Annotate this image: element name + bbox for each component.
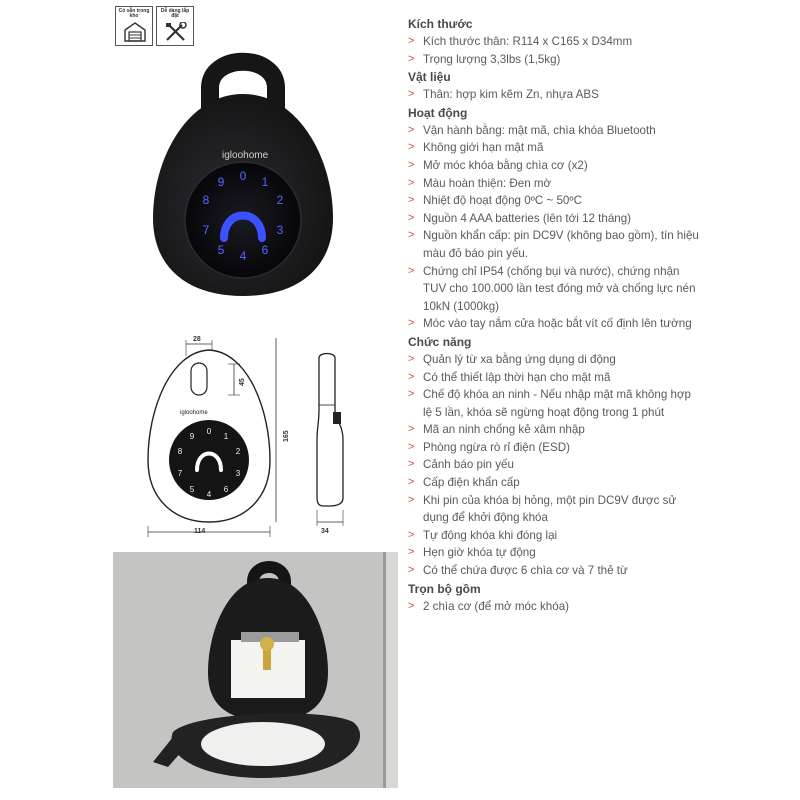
drawing-keypad-digit: 9: [189, 432, 195, 441]
in-stock-badge: [115, 6, 153, 46]
spec-item: > Vận hành bằng: mật mã, chìa khóa Bluetooth: [408, 122, 700, 140]
spec-item: > 2 chìa cơ (để mở móc khóa): [408, 598, 700, 616]
dim-165-label: 165: [283, 430, 290, 442]
spec-item: > Có thể thiết lập thời hạn cho mật mã: [408, 369, 700, 387]
spec-item: > Có thể chứa được 6 chìa cơ và 7 thẻ từ: [408, 562, 700, 580]
spec-section-title: Hoạt động: [408, 105, 468, 120]
drawing-keypad-digit: 3: [235, 469, 241, 478]
dim-28-label: 28: [193, 336, 201, 343]
keypad-digit: 2: [276, 193, 284, 207]
dim-34-label: 34: [321, 528, 329, 535]
spec-item: > Kích thước thân: R114 x C165 x D34mm: [408, 33, 700, 51]
drawing-keypad-digit: 1: [223, 432, 229, 441]
keypad-digit: 3: [276, 223, 284, 237]
easy-install-label: Dễ dàng lắp đặt: [160, 8, 190, 19]
spec-item: > Khi pin của khóa bị hỏng, một pin DC9V được sử dụng để khởi động khóa: [408, 492, 700, 527]
front-view-drawing: [140, 330, 290, 540]
spec-item: > Trọng lượng 3,3lbs (1,5kg): [408, 51, 700, 69]
spec-item: > Nguồn khẩn cấp: pin DC9V (không bao gồm), tín hiệu màu đỏ báo pin yếu.: [408, 227, 700, 262]
spec-section-title: Trọn bộ gồm: [408, 581, 481, 596]
keypad-digit: 9: [217, 175, 225, 189]
wall-strip: [386, 552, 398, 788]
in-stock-label: Có sẵn trong kho: [118, 8, 150, 19]
keypad-digit: 0: [239, 169, 247, 183]
spec-item: > Nhiệt độ hoạt động 0ºC ~ 50ºC: [408, 192, 700, 210]
keypad-digit: 6: [261, 243, 269, 257]
product-brand-text: igloohome: [222, 150, 269, 161]
spec-section-title: Vật liệu: [408, 70, 451, 85]
spec-item: > Cảnh báo pin yếu: [408, 456, 700, 474]
spec-item: > Không giới hạn mật mã: [408, 139, 700, 157]
drawing-keypad-digit: 7: [177, 469, 183, 478]
drawing-keypad-digit: 6: [223, 485, 229, 494]
drawing-keypad-digit: 8: [177, 447, 183, 456]
spec-item: > Thân: hợp kim kẽm Zn, nhựa ABS: [408, 86, 700, 104]
drawing-keypad-digit: 5: [189, 485, 195, 494]
keypad-digit: 7: [202, 223, 210, 237]
spec-section-title: Kích thước: [408, 17, 473, 31]
warehouse-icon: [124, 22, 146, 42]
dim-45-label: 45: [239, 378, 246, 386]
drawing-keypad-digit: 4: [206, 490, 212, 499]
easy-install-badge: [156, 6, 194, 46]
drawing-keypad-digit: 2: [235, 447, 241, 456]
spec-item: > Chế độ khóa an ninh - Nếu nhập mật mã không hợp lệ 5 lần, khóa sẽ ngừng hoạt động trong 1 phút: [408, 386, 700, 421]
spec-item: > Nguồn 4 AAA batteries (lên tới 12 tháng): [408, 210, 700, 228]
spec-item: > Hẹn giờ khóa tự động: [408, 544, 700, 562]
keypad-digit: 8: [202, 193, 210, 207]
open-lockbox-photo: [113, 552, 395, 788]
lockbox-product-image: [148, 48, 338, 298]
specs-list: [408, 15, 700, 615]
dim-114-label: 114: [194, 528, 206, 535]
spec-item: > Màu hoàn thiện: Đen mờ: [408, 175, 700, 193]
spec-item: > Phòng ngừa rò rỉ điện (ESD): [408, 439, 700, 457]
spec-section-title: Chức năng: [408, 334, 472, 349]
spec-item: > Quản lý từ xa bằng ứng dụng di động: [408, 351, 700, 369]
drawing-keypad-digit: 0: [206, 427, 212, 436]
spec-item: > Chứng chỉ IP54 (chống bụi và nước), chứng nhận TUV cho 100.000 lần test đóng mở và chống lực nén 10kN (1000kg): [408, 263, 700, 316]
side-view-drawing: [305, 350, 355, 540]
spec-item: > Mã an ninh chống kẻ xâm nhập: [408, 421, 700, 439]
keypad-digit: 4: [239, 249, 247, 263]
spec-item: > Tự động khóa khi đóng lại: [408, 527, 700, 545]
spec-item: > Cấp điện khẩn cấp: [408, 474, 700, 492]
spec-item: > Móc vào tay nắm cửa hoặc bắt vít cố định lên tường: [408, 315, 700, 333]
keypad-digit: 1: [261, 175, 269, 189]
tools-icon: [165, 22, 187, 42]
spec-item: > Mở móc khóa bằng chìa cơ (x2): [408, 157, 700, 175]
front-brand-text: igloohome: [180, 410, 208, 416]
keypad-digit: 5: [217, 243, 225, 257]
